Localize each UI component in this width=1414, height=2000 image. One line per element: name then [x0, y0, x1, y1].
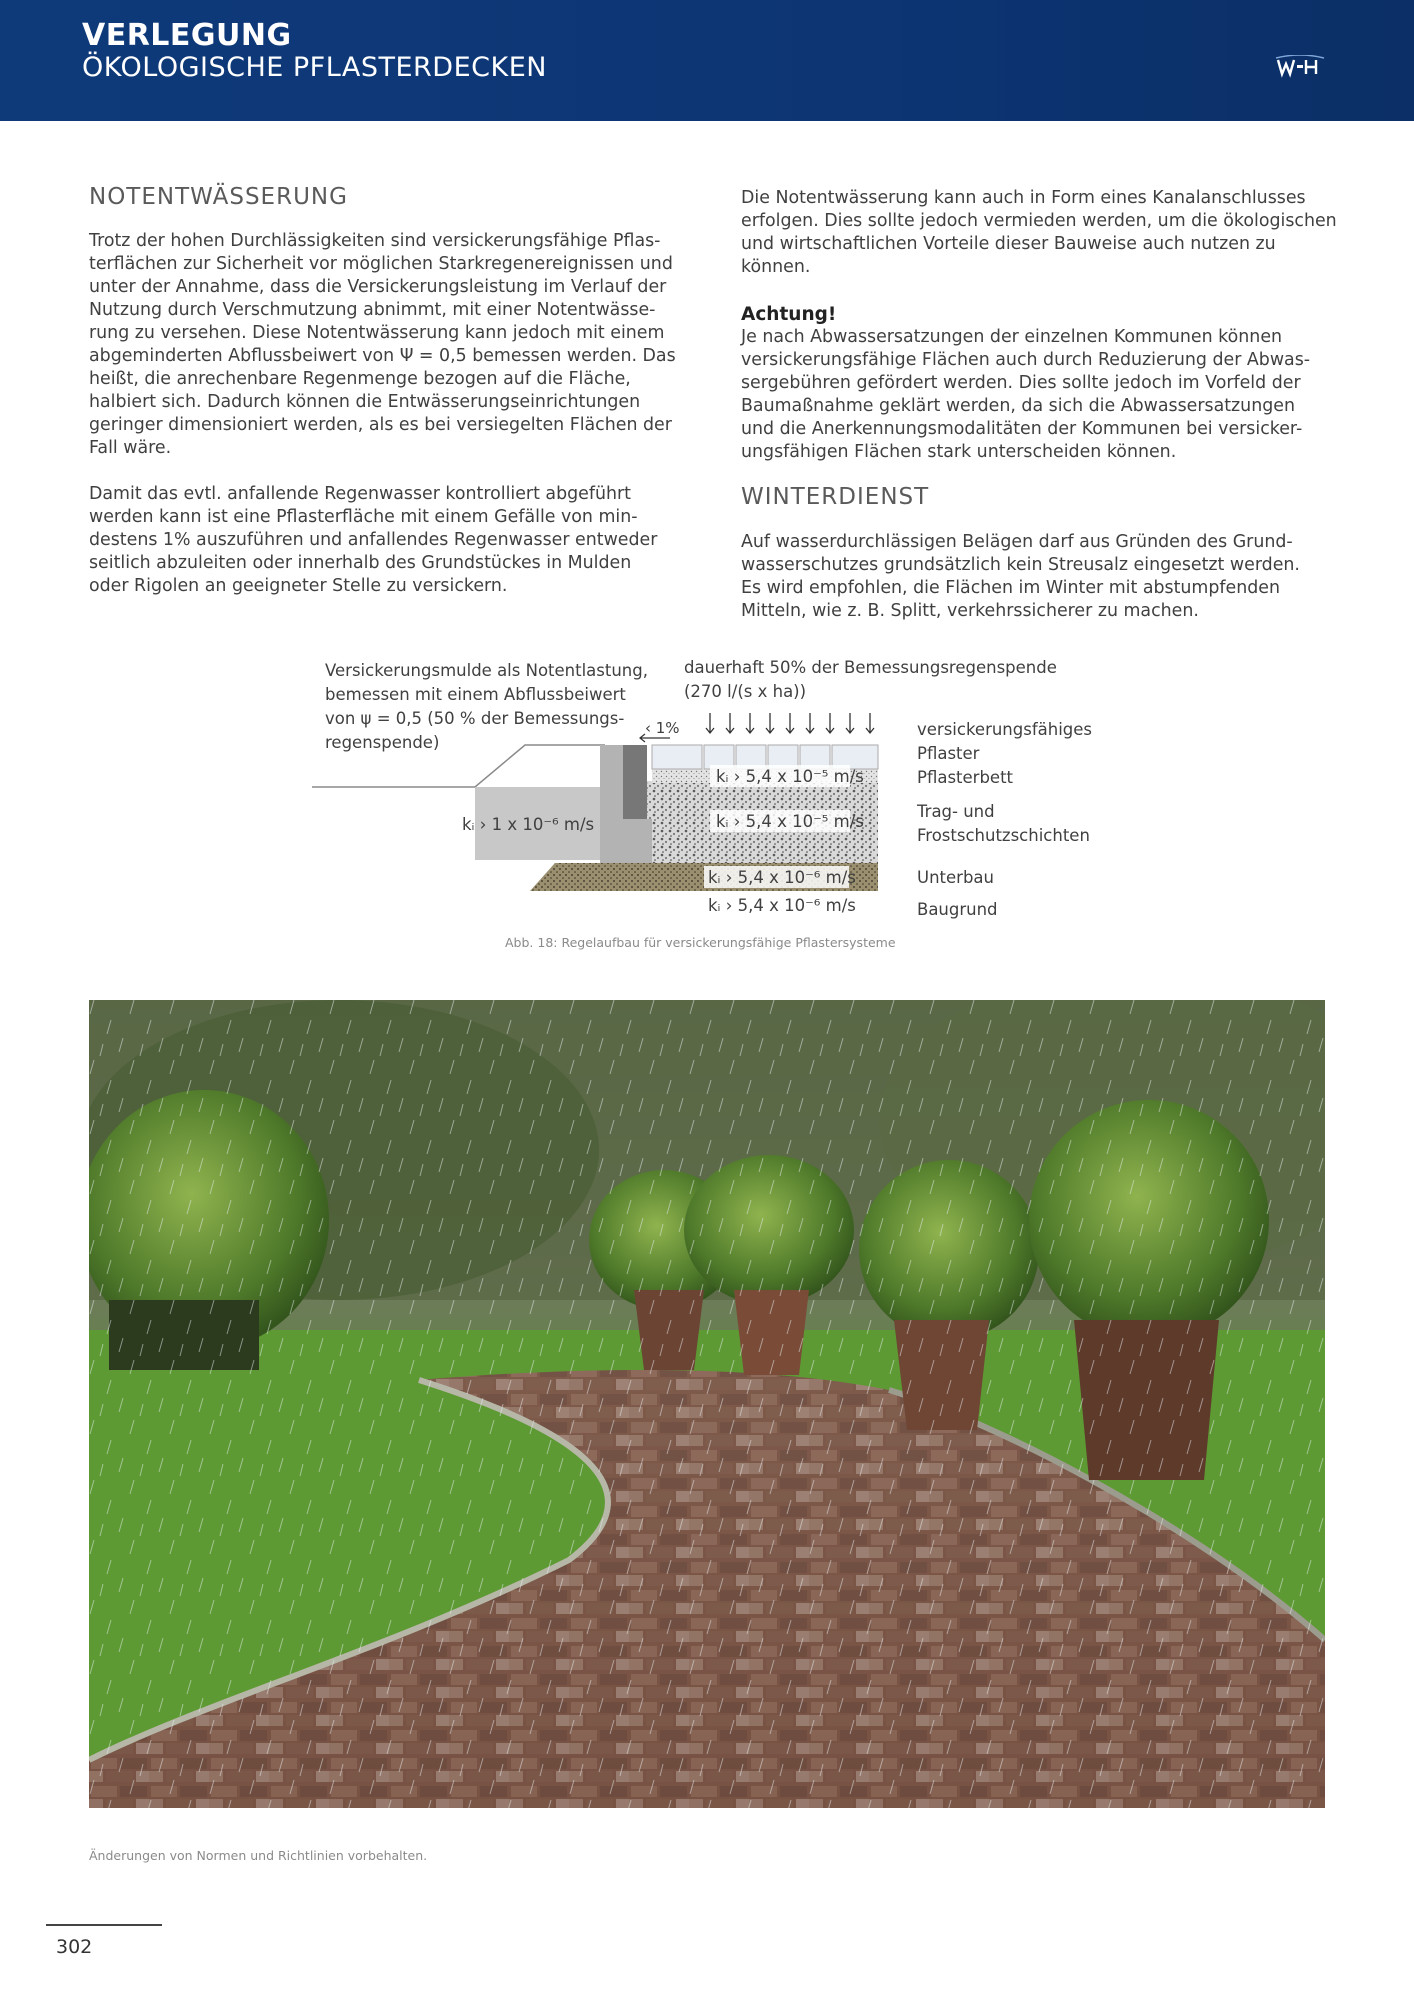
paragraph: Damit das evtl. anfallende Regenwasser kontrolliert abgeführt werden kann ist eine Pflasterfläche mit einem Gefälle von min- destens 1% auszuführen und anfallendes Regenwasser entweder seitlich abzuleiten oder innerhalb des Grundstückes in Mulden oder Rigolen an geeigneter Stelle zu versickern. — [89, 484, 658, 596]
header-subtitle: ÖKOLOGISCHE PFLASTERDECKEN — [82, 52, 547, 83]
layer-label-baugrund: Baugrund — [917, 900, 998, 919]
paragraph: Je nach Abwassersatzungen der einzelnen Kommunen können versickerungsfähige Flächen auch durch Reduzierung der Abwas- sergebühren gefördert werden. Dies sollte jedoch im Vorfeld der Baumaßnahme geklärt werden, da sich die Abwassersatzungen und die Anerkennungsmodalitäten der Kommunen bei versicker- ungsfähigen Flächen stark unterscheiden können. — [741, 327, 1311, 462]
photo-rainy-garden-path — [89, 1000, 1325, 1808]
pavement-cross-section-diagram — [300, 645, 1120, 965]
rain-arrows — [706, 713, 874, 733]
paragraph: Die Notentwässerung kann auch in Form eines Kanalanschlusses erfolgen. Dies sollte jedoch vermieden werden, um die ökologischen und wirtschaftlichen Vorteile dieser Bauweise auch nutzen zu können. — [741, 188, 1337, 277]
right-column — [741, 187, 1341, 623]
kf-unterbau: kᵢ › 5,4 x 10⁻⁶ m/s — [708, 868, 856, 887]
achtung-heading: Achtung! — [741, 304, 837, 325]
mulde-label: Versickerungsmulde als Notentlastung, bemessen mit einem Abflussbeiwert von ψ = 0,5 (50 % der Bemessungs- regenspende) — [325, 661, 648, 752]
layer-label-pflaster: versickerungsfähiges Pflaster — [917, 720, 1093, 763]
kf-mulde: kᵢ › 1 x 10⁻⁶ m/s — [462, 815, 595, 834]
figure-caption: Abb. 18: Regelaufbau für versickerungsfähige Pflastersysteme — [505, 935, 896, 950]
kf-baugrund: kᵢ › 5,4 x 10⁻⁶ m/s — [708, 896, 856, 915]
kf-pflasterbett: kᵢ › 5,4 x 10⁻⁵ m/s — [716, 767, 864, 786]
paragraph: Auf wasserdurchlässigen Belägen darf aus Gründen des Grund- wasserschutzes grundsätzlich kein Streusalz eingesetzt werden. Es wird empfohlen, die Flächen im Winter mit abstumpfenden Mitteln, wie z. B. Splitt, verkehrssicherer zu machen. — [741, 532, 1300, 621]
layer-label-pflasterbett: Pflasterbett — [917, 768, 1014, 787]
layer-label-unterbau: Unterbau — [917, 868, 994, 887]
section-heading-winterdienst: WINTERDIENST — [741, 484, 930, 510]
section-heading-notentwaesserung: NOTENTWÄSSERUNG — [89, 184, 348, 210]
slope-label: ‹ 1% — [645, 719, 680, 737]
page-number: 302 — [56, 1936, 93, 1958]
left-column — [89, 186, 689, 598]
layer-label-trag: Trag- und Frostschutzschichten — [917, 802, 1090, 845]
footnote: Änderungen von Normen und Richtlinien vorbehalten. — [89, 1848, 428, 1863]
rain-label: dauerhaft 50% der Bemessungsregenspende (270 l/(s x ha)) — [684, 658, 1057, 701]
paragraph: Trotz der hohen Durchlässigkeiten sind versickerungsfähige Pflas- terflächen zur Sicherheit vor möglichen Starkregenereignissen und unter der Annahme, dass die Versickerungsleistung im Verlauf der Nutzung durch Verschmutzung abnimmt, mit einer Notentwässe- rung zu versehen. Diese Notentwässerung kann jedoch mit einem abgeminderten Abflussbeiwert von Ψ = 0,5 bemessen werden. Das heißt, die anrechenbare Regenmenge bezogen auf die Fläche, halbiert sich. Dadurch können die Entwässerungseinrichtungen geringer dimensioniert werden, als es bei versiegelten Flächen der Fall wäre. — [89, 231, 676, 458]
page-number-rule — [46, 1924, 162, 1926]
curb-stone — [623, 745, 647, 819]
header-title: VERLEGUNG — [82, 18, 292, 53]
kf-trag: kᵢ › 5,4 x 10⁻⁵ m/s — [716, 812, 864, 831]
page-header — [0, 0, 1414, 121]
brand-logo-icon — [1272, 55, 1328, 79]
